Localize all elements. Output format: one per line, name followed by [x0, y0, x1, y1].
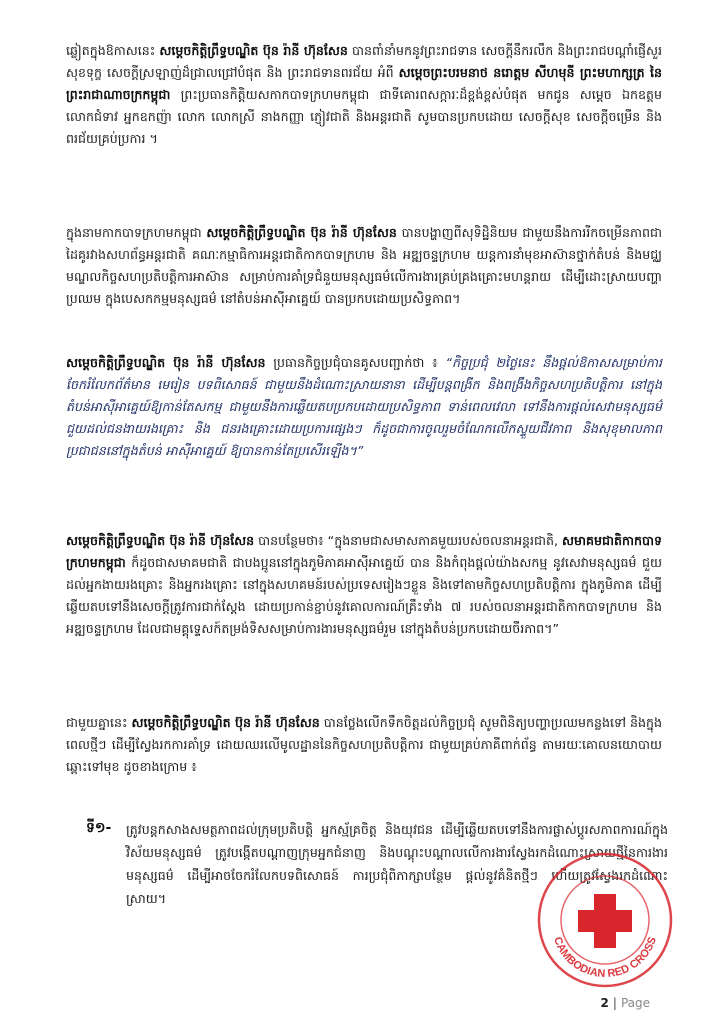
- paragraph-royal-message: [66, 40, 662, 150]
- list-item-text: ត្រូវបន្តកសាងសមត្ថភាពដល់ក្រុមប្រតិបត្តិ អ្នកស្ម័គ្រចិត្ត និងយុវជន ដើម្បីឆ្លើយតបទៅនឹងការផ្លាស់ប្តូរសភាពការណ៍ក្នុងវិស័យមនុស្សធម៌ ត្រូវបង្កើតបណ្តាញក្រុមអ្នកជំនាញ និងបណ្តុះបណ្តាលលើការងារស្វែងរកដំណោះស្រាយថ្មីនៃការងារមនុស្សធម៌ ដើម្បីអាចចែករំលែកបទពិសោធន៍ ការប្រជុំពិភាក្សាបន្ថែម ផ្តល់នូវគំនិតថ្មីៗ ហើយត្រូវស្វែងរកដំណោះស្រាយ។: [126, 822, 668, 906]
- page-footer: [601, 996, 650, 1010]
- dignitary-name: សម្តេចកិត្តិព្រឹទ្ធបណ្ឌិត ប៊ុន រ៉ានី ហ៊ុនសែន: [66, 533, 255, 548]
- stamp-text: CAMBODIAN RED CROSS: [551, 935, 659, 981]
- king-title: សម្តេចព្រះបរមនាថ នរោត្តម សីហមុនី ព្រះមហាក្សត្រ នៃព្រះរាជាណាចក្រកម្ពុជា: [66, 65, 662, 102]
- text-run: បានពាំនាំមកនូវព្រះរាជទាន សេចក្តីនឹករលឹក និងព្រះរាជបណ្តាំផ្ញើសួរសុខទុក្ខ សេចក្តីស្រឡាញ់ដ៏ជ្រាលជ្រៅបំផុត និង ព្រះរាជទានពរជ័យ អំពី: [66, 43, 663, 80]
- list-item-label: ទី១-: [86, 820, 112, 836]
- text-run: បានបង្ហាញពីសុទិដ្ឋិនិយម ជាមួយនឹងការរីកចម្រើនភាពជាដៃគូរវាងសហព័ន្ធអន្តរជាតិ គណៈកម្មាធិការអន្តរជាតិកាកបាទក្រហម និង អឌ្ឍចន្ទក្រហម យន្តការនាំមុខអាស៊ានថ្នាក់តំបន់ និងមជ្ឈមណ្ឌលកិច្ចសហប្រតិបត្តិការអាស៊ាន សម្រាប់ការគាំទ្រជំនួយមនុស្សធម៌លើការងារគ្រប់គ្រងគ្រោះមហន្តរាយ ដើម្បីដោះស្រាយបញ្ហាប្រឈម ក្នុងបេសកកម្មមនុស្សធម៌ នៅតំបន់អាស៊ីអាគ្នេយ៍ បានប្រកបដោយប្រសិទ្ធភាព។: [66, 225, 662, 306]
- dignitary-name: សម្តេចកិត្តិព្រឹទ្ធបណ្ឌិត ប៊ុន រ៉ានី ហ៊ុនសែន: [131, 715, 320, 730]
- footer-separator: |: [612, 996, 617, 1010]
- dignitary-name: សម្តេចកិត្តិព្រឹទ្ធបណ្ឌិត ប៊ុន រ៉ានី ហ៊ុនសែន: [206, 225, 397, 240]
- page-number: 2: [600, 996, 609, 1010]
- paragraph-chair-statement: [66, 352, 662, 462]
- dignitary-name: សម្តេចកិត្តិព្រឹទ្ធបណ្ឌិត ប៊ុន រ៉ានី ហ៊ុនសែន: [66, 355, 266, 370]
- text-run: ក្នុងនាមកាកបាទក្រហមកម្ពុជា: [66, 225, 207, 240]
- text-run: បានបន្ថែមថា៖ “ក្នុងនាមជាសមាសភាគមួយរបស់ចលនាអន្តរជាតិ,: [254, 533, 563, 548]
- paragraph-encouragement: [66, 712, 662, 778]
- text-run: បានថ្លែងលើកទឹកចិត្តដល់កិច្ចប្រជុំ សូមពិនិត្យបញ្ហាប្រឈមកន្លងទៅ និងក្នុងពេលថ្មីៗ ដើម្បីស្វែងរកការគាំទ្រ ដោយឈរលើមូលដ្ឋាននៃកិច្ចសហប្រតិបត្តិការ ជាមួយគ្រប់ភាគីពាក់ព័ន្ធ តាមរយៈគោលនយោបាយឆ្ពោះទៅមុខ ដូចខាងក្រោម ៖: [66, 715, 662, 774]
- text-run: ប្រធានកិច្ចប្រជុំបានគូសបញ្ជាក់ថា ៖: [265, 355, 446, 370]
- quote-text: “កិច្ចប្រជុំ ២ថ្ងៃនេះ នឹងផ្តល់ឱកាសសម្រាប់ការ ចែករំលែកព័ត៌មាន មេរៀន បទពិសោធន៍ ជាមួយនឹងដំណោះស្រាយនានា ដើម្បីបន្តពង្រីក និងពង្រឹងកិច្ចសហប្រតិបត្តិការ នៅក្នុងតំបន់អាស៊ីអាគ្នេយ៍ឱ្យកាន់តែសកម្ម ជាមួយនឹងការឆ្លើយតបប្រកបដោយប្រសិទ្ធភាព ទាន់ពេលវេលា ទៅនឹងការផ្តល់សេវាមនុស្សធម៌ ជួយដល់ជនងាយរងគ្រោះ និង ជនរងគ្រោះដោយប្រការផ្សេងៗ ក៏ដូចជាការចូលរួមចំណែកលើកស្ទួយជីវភាព និងសុខុមាលភាពប្រជាជននៅក្នុងតំបន់ អាស៊ីអាគ្នេយ៍ ឱ្យបានកាន់តែប្រសើរឡើង។”: [66, 355, 662, 458]
- text-run: ព្រះប្រធានកិត្តិយសកាកបាទក្រហមកម្ពុជា ជាទីគោរពសក្ការៈដ៏ខ្ពង់ខ្ពស់បំផុត មកជូន សម្តេច ឯកឧត្តម លោកជំទាវ អ្នកឧកញ៉ា លោក លោកស្រី នាងកញ្ញា ភ្ញៀវជាតិ និងអន្តរជាតិ សូមបានប្រកបដោយ សេចក្តីសុខ សេចក្តីចម្រើន និងពរជ័យគ្រប់ប្រការ ។: [66, 87, 662, 146]
- society-name: សមាគមជាតិកាកបាទក្រហមកម្ពុជា: [66, 533, 662, 570]
- dignitary-name: សម្តេចកិត្តិព្រឹទ្ធបណ្ឌិត ប៊ុន រ៉ានី ហ៊ុនសែន: [159, 43, 348, 58]
- text-run: ជាមួយគ្នានេះ: [66, 715, 132, 730]
- paragraph-optimism: [66, 222, 662, 310]
- text-run: ឆ្លៀតក្នុងឱកាសនេះ: [66, 43, 160, 58]
- page-label: Page: [620, 996, 650, 1010]
- paragraph-addition: [66, 530, 662, 640]
- red-cross-stamp-icon: [530, 850, 680, 990]
- text-run: ក៏ដូចជាសមាគមជាតិ ជាបងប្អូននៅក្នុងភូមិភាគអាស៊ីអាគ្នេយ៍ បាន និងកំពុងផ្តល់យ៉ាងសកម្ម នូវសេវាមនុស្សធម៌ ជួយដល់អ្នកងាយរងគ្រោះ និងអ្នករងគ្រោះ នៅក្នុងសហគមន៍របស់ប្រទេសរៀងៗខ្លួន និងទៅតាមកិច្ចសហប្រតិបត្តិការ ក្នុងភូមិភាគ ដើម្បីឆ្លើយតបទៅនឹងសេចក្តីត្រូវការជាក់ស្តែង ដោយប្រកាន់ខ្ជាប់នូវគោលការណ៍គ្រឹះទាំង ៧ របស់ចលនាអន្តរជាតិកាកបាទក្រហម និងអឌ្ឍចន្ទក្រហម ដែលជាមគ្គុទ្ទេសក៍តម្រង់ទិសសម្រាប់ការងារមនុស្សធម៌រួម នៅក្នុងតំបន់ប្រកបដោយចីរភាព។”: [66, 555, 662, 636]
